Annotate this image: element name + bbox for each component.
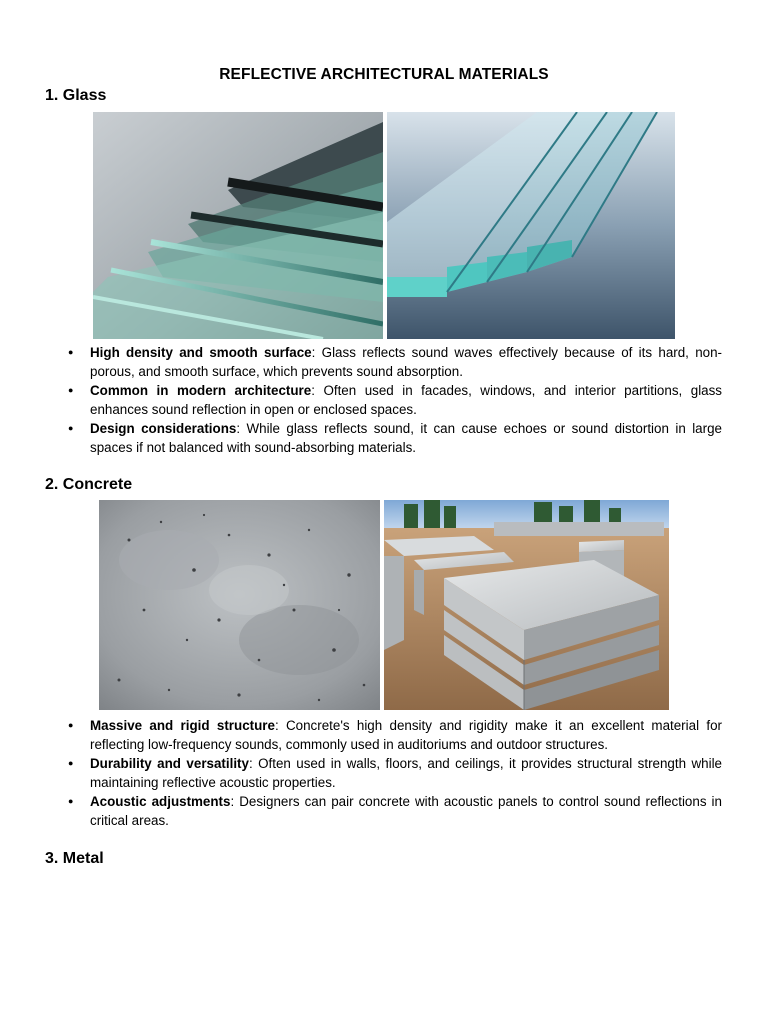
glass-bullet-list — [90, 343, 722, 457]
concrete-image-row — [99, 500, 669, 710]
concrete-bullet-list — [90, 716, 722, 830]
glass-image-row — [93, 112, 675, 339]
section-heading-glass: 1. Glass — [45, 87, 107, 104]
document-title: REFLECTIVE ARCHITECTURAL MATERIALS — [219, 66, 549, 83]
concrete-slabs-image — [384, 500, 669, 710]
list-item: ● Durability and versatility: Often used in walls, floors, and ceilings, it provides structural strength while maintaining reflective acoustic properties. — [90, 754, 722, 792]
section-heading-metal: 3. Metal — [45, 850, 104, 867]
list-item: ● Common in modern architecture: Often used in facades, windows, and interior partitions, glass enhances sound reflection in open or enclosed spaces. — [90, 381, 722, 419]
glass-sheets-image — [93, 112, 383, 339]
section-heading-concrete: 2. Concrete — [45, 476, 133, 493]
list-item: ● High density and smooth surface: Glass reflects sound waves effectively because of its hard, non-porous, and smooth surface, which prevents sound absorption. — [90, 343, 722, 381]
list-item: ● Design considerations: While glass reflects sound, it can cause echoes or sound distortion in large spaces if not balanced with sound-absorbing materials. — [90, 419, 722, 457]
list-item: ● Massive and rigid structure: Concrete's high density and rigidity make it an excellent material for reflecting low-frequency sounds, commonly used in auditoriums and outdoor structures. — [90, 716, 722, 754]
glass-edges-image — [387, 112, 675, 339]
list-item: ● Acoustic adjustments: Designers can pair concrete with acoustic panels to control sound reflections in critical areas. — [90, 792, 722, 830]
concrete-wall-image — [99, 500, 380, 710]
